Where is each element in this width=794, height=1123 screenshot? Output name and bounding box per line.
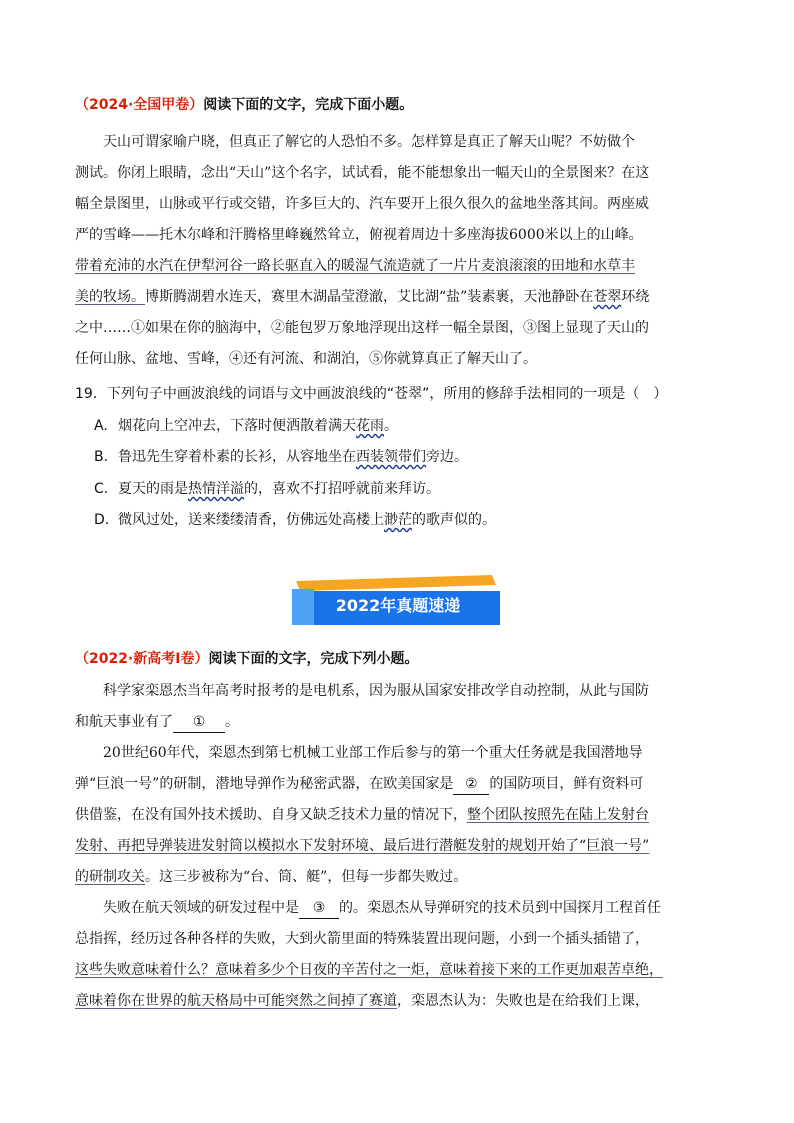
option-label: A.: [94, 418, 108, 434]
banner-cap: [292, 589, 314, 625]
passage-text: 。: [225, 714, 239, 730]
passage-line: 科学家栾恩杰当年高考时报考的是电机系，因为服从国家安排改学自动控制，从此与国防: [75, 683, 649, 699]
passage-text: 的。栾恩杰从导弹研究的技术员到中国探月工程首任: [339, 900, 661, 916]
passage-line: [75, 955, 723, 986]
option-text: 的，喜欢不打招呼就前来拜访。: [244, 481, 440, 497]
section1-passage: [75, 127, 723, 375]
passage-text: 失败在航天领域的研发过程中是: [75, 900, 299, 916]
passage-text: 。这三步被称为“台、筒、艇”，但每一步都失败过。: [145, 869, 468, 885]
passage-line: 总指挥，经历过各种各样的失败，大到火箭里面的特殊装置出现问题，小到一个插头插错了，: [75, 931, 649, 947]
blank-1[interactable]: ①: [173, 712, 225, 733]
section1-source: （2024·全国甲卷）: [75, 97, 204, 113]
section2-source: （2022·新高考Ⅰ卷）: [75, 651, 209, 667]
passage-text: 弹“巨浪一号”的研制，潜地导弹作为秘密武器，在欧美国家是: [75, 776, 454, 792]
option-label: C.: [94, 481, 109, 497]
passage-line: 幅全景图里，山脉或平行或交错，许多巨大的、汽车要开上很久很久的盆地坐落其间。两座威: [75, 196, 649, 212]
option-label: B.: [94, 449, 109, 465]
underlined-sentence-end: 的研制攻关: [75, 869, 145, 885]
option-c[interactable]: [94, 479, 440, 499]
passage-text: 供借鉴，在没有国外技术援助、自身又缺乏技术力量的情况下，: [75, 807, 467, 823]
section1-instruction: 阅读下面的文字，完成下面小题。: [203, 97, 414, 113]
passage-text: ，栾恩杰认为：失败也是在给我们上课，: [397, 993, 649, 1009]
banner-accent-stripe: [296, 575, 496, 591]
blank-3[interactable]: ③: [299, 898, 339, 919]
passage-text: 博斯腾湖碧水连天，赛里木湖晶莹澄澈，艾比湖“盐”装素裹，天池静卧在: [145, 289, 594, 305]
passage-text: 和航天事业有了: [75, 714, 173, 730]
underlined-sentence: 这些失败意味着什么？意味着多少个日夜的辛苦付之一炬，意味着接下来的工作更加艰苦卓绝，: [75, 962, 663, 978]
wavy-word-cangcui: 苍翠: [593, 289, 622, 305]
passage-line: [75, 251, 723, 282]
passage-line: [75, 707, 723, 738]
section2-passage: [75, 676, 723, 1017]
section1-header: [75, 95, 413, 115]
question-19: 19．下列句子中画波浪线的词语与文中画波浪线的“苍翠”，所用的修辞手法相同的一项是（ ）: [75, 386, 668, 402]
section2-instruction: 阅读下面的文字，完成下列小题。: [208, 651, 419, 667]
underlined-sentence-end: 意味着你在世界的航天格局中可能突然之间掉了赛道: [75, 993, 397, 1009]
option-label: D.: [94, 512, 110, 528]
option-text: 鲁迅先生穿着朴素的长衫，从容地坐在: [118, 449, 356, 465]
option-text: 。: [384, 418, 398, 434]
passage-line: [75, 831, 723, 862]
passage-line: [75, 862, 723, 893]
passage-text: 的国防项目，鲜有资料可: [489, 776, 644, 792]
passage-line: [75, 986, 723, 1017]
underlined-sentence: 整个团队按照先在陆上发射台: [467, 807, 649, 823]
passage-line: 严的雪峰——托木尔峰和汗腾格里峰巍然耸立，俯视着周边十多座海拔6000米以上的山峰。: [75, 227, 643, 243]
underlined-sentence: 发射、再把导弹装进发射筒以模拟水下发射环境、最后进行潜艇发射的规划开始了“巨浪一号”: [75, 838, 650, 854]
underlined-sentence-end: 美的牧场。: [75, 289, 145, 305]
option-text: 夏天的雨是: [118, 481, 188, 497]
option-wavy-word: 渺茫: [384, 512, 412, 528]
passage-line: 之中……①如果在你的脑海中，②能包罗万象地浮现出这样一幅全景图，③图上显现了天山的: [75, 320, 649, 336]
passage-line: [75, 800, 723, 831]
passage-line: 测试。你闭上眼睛，念出“天山”这个名字，试试看，能不能想象出一幅天山的全景图来？在这: [75, 165, 650, 181]
blank-2[interactable]: ②: [453, 774, 489, 795]
passage-text: 环绕: [621, 289, 650, 305]
option-wavy-word: 热情洋溢: [188, 481, 244, 497]
passage-line: 20世纪60年代，栾恩杰到第七机械工业部工作后参与的第一个重大任务就是我国潜地导: [75, 745, 643, 761]
option-wavy-word: 西装领带们: [356, 449, 426, 465]
option-b[interactable]: [94, 447, 468, 467]
passage-line: [75, 282, 723, 313]
passage-line: [75, 893, 723, 924]
option-wavy-word: 花雨: [356, 418, 384, 434]
passage-line: 任何山脉、盆地、雪峰，④还有河流、和湖泊，⑤你就算真正了解天山了。: [75, 351, 537, 367]
option-text: 旁边。: [426, 449, 468, 465]
underlined-sentence: 带着充沛的水汽在伊犁河谷一路长驱直入的暖湿气流造就了一片片麦浪滚滚的田地和水草丰: [75, 258, 635, 274]
passage-line: [75, 769, 723, 800]
option-text: 的歌声似的。: [412, 512, 496, 528]
option-a[interactable]: [94, 416, 398, 436]
option-d[interactable]: [94, 510, 496, 530]
option-text: 烟花向上空冲去，下落时便洒散着满天: [118, 418, 356, 434]
passage-line: 天山可谓家喻户晓，但真正了解它的人恐怕不多。怎样算是真正了解天山呢？不妨做个: [75, 134, 635, 150]
banner-title: 2022年真题速递: [335, 596, 461, 615]
section2-header: [75, 649, 419, 669]
option-text: 微风过处，送来缕缕清香，仿佛远处高楼上: [118, 512, 384, 528]
